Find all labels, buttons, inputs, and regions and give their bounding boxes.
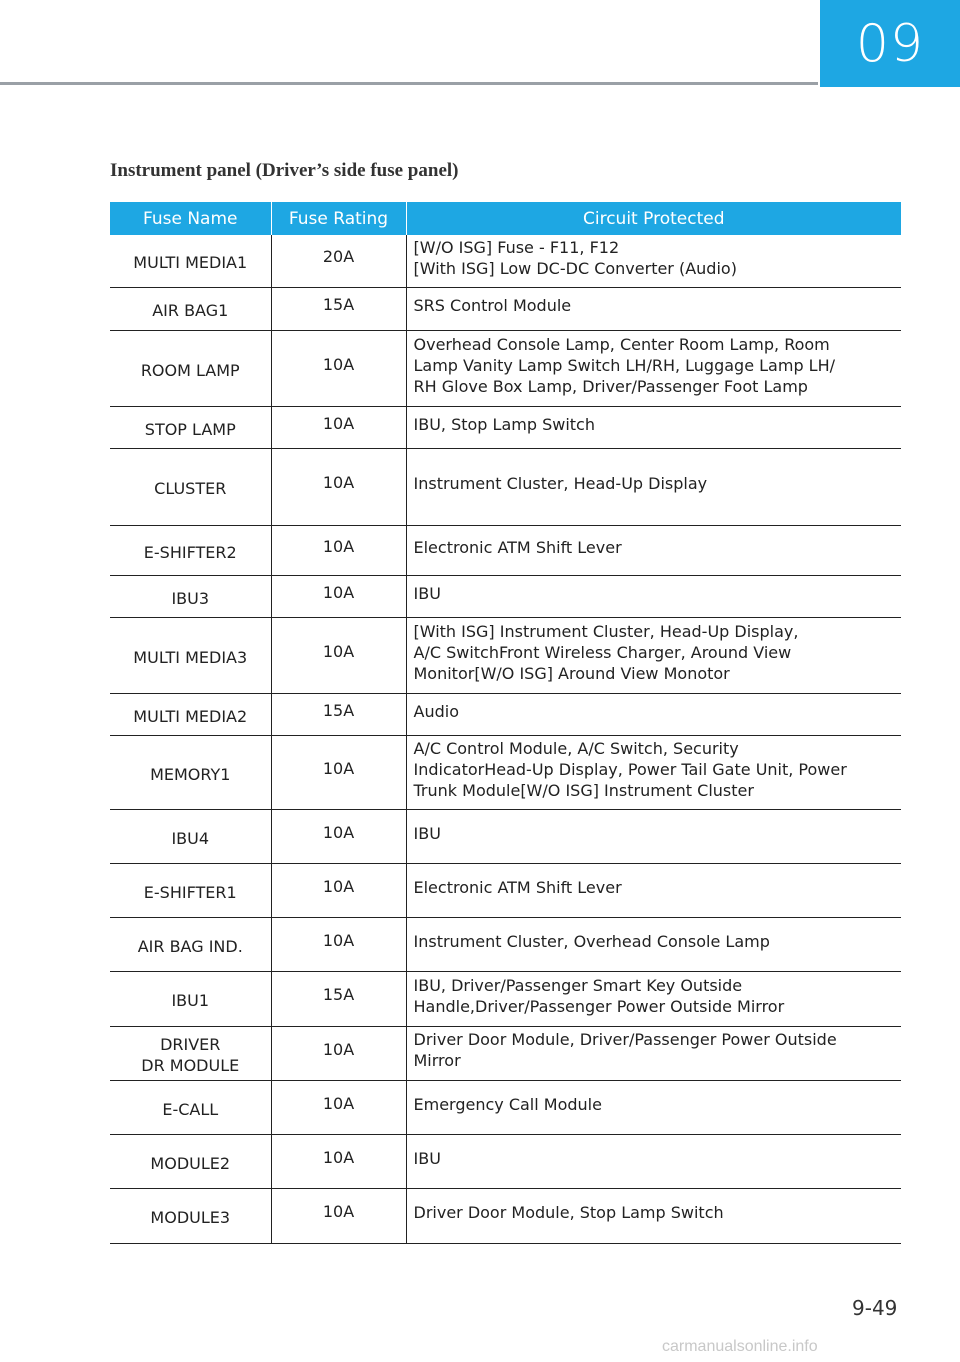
- chapter-tab: 09: [820, 0, 960, 87]
- table-row: [110, 406, 901, 448]
- fuse-name-cell: STOP LAMP: [110, 406, 271, 448]
- fuse-name-cell: MULTI MEDIA2: [110, 693, 271, 735]
- table-row: [110, 287, 901, 330]
- table-row: [110, 1188, 901, 1243]
- table-header-row: [110, 202, 901, 235]
- circuit-protected-cell: A/C Control Module, A/C Switch, Security IndicatorHead-Up Display, Power Tail Gate Unit, Power Trunk Module[W/O ISG] Instrument Cluster: [406, 735, 901, 809]
- table-row: [110, 917, 901, 971]
- fuse-rating-cell: 10A: [271, 917, 406, 971]
- circuit-protected-cell: IBU: [406, 809, 901, 863]
- table-row: [110, 1134, 901, 1188]
- fuse-name-cell: MODULE2: [110, 1134, 271, 1188]
- circuit-protected-cell: Instrument Cluster, Head-Up Display: [406, 448, 901, 525]
- table-row: [110, 448, 901, 525]
- fuse-name-cell: ROOM LAMP: [110, 330, 271, 406]
- table-row: [110, 863, 901, 917]
- fuse-name-cell: E-SHIFTER1: [110, 863, 271, 917]
- fuse-table-body: [110, 235, 901, 1243]
- circuit-protected-cell: Overhead Console Lamp, Center Room Lamp, Room Lamp Vanity Lamp Switch LH/RH, Luggage Lamp LH/ RH Glove Box Lamp, Driver/Passenger Foot Lamp: [406, 330, 901, 406]
- circuit-protected-cell: IBU: [406, 575, 901, 617]
- circuit-protected-cell: Instrument Cluster, Overhead Console Lamp: [406, 917, 901, 971]
- table-row: [110, 809, 901, 863]
- circuit-protected-cell: IBU, Driver/Passenger Smart Key Outside Handle,Driver/Passenger Power Outside Mirror: [406, 971, 901, 1026]
- fuse-rating-cell: 10A: [271, 809, 406, 863]
- fuse-rating-cell: 10A: [271, 448, 406, 525]
- fuse-rating-cell: 10A: [271, 1026, 406, 1080]
- fuse-table: [110, 202, 901, 1244]
- fuse-rating-cell: 10A: [271, 735, 406, 809]
- header-fuse-rating: Fuse Rating: [271, 202, 406, 235]
- circuit-protected-cell: Audio: [406, 693, 901, 735]
- table-row: [110, 1026, 901, 1080]
- fuse-name-cell: E-SHIFTER2: [110, 525, 271, 575]
- watermark: carmanualsonline.info: [662, 1338, 818, 1355]
- circuit-protected-cell: Driver Door Module, Driver/Passenger Power Outside Mirror: [406, 1026, 901, 1080]
- fuse-rating-cell: 15A: [271, 693, 406, 735]
- fuse-name-cell: DRIVER DR MODULE: [110, 1026, 271, 1080]
- fuse-rating-cell: 10A: [271, 575, 406, 617]
- fuse-name-cell: IBU4: [110, 809, 271, 863]
- fuse-rating-cell: 20A: [271, 235, 406, 287]
- fuse-rating-cell: 10A: [271, 330, 406, 406]
- table-row: [110, 525, 901, 575]
- circuit-protected-cell: Electronic ATM Shift Lever: [406, 525, 901, 575]
- fuse-name-cell: IBU3: [110, 575, 271, 617]
- fuse-rating-cell: 10A: [271, 863, 406, 917]
- fuse-name-cell: MODULE3: [110, 1188, 271, 1243]
- table-row: [110, 693, 901, 735]
- fuse-name-cell: IBU1: [110, 971, 271, 1026]
- table-row: [110, 971, 901, 1026]
- circuit-protected-cell: Electronic ATM Shift Lever: [406, 863, 901, 917]
- circuit-protected-cell: IBU: [406, 1134, 901, 1188]
- circuit-protected-cell: [With ISG] Instrument Cluster, Head-Up Display, A/C SwitchFront Wireless Charger, Around View Monitor[W/O ISG] Around View Monotor: [406, 617, 901, 693]
- fuse-rating-cell: 10A: [271, 1188, 406, 1243]
- fuse-name-cell: E-CALL: [110, 1080, 271, 1134]
- section-title: Instrument panel (Driver’s side fuse panel): [110, 160, 459, 181]
- fuse-rating-cell: 10A: [271, 525, 406, 575]
- table-row: [110, 1080, 901, 1134]
- header-fuse-name: Fuse Name: [110, 202, 271, 235]
- fuse-rating-cell: 10A: [271, 1134, 406, 1188]
- fuse-rating-cell: 15A: [271, 971, 406, 1026]
- table-row: [110, 330, 901, 406]
- fuse-name-cell: MULTI MEDIA1: [110, 235, 271, 287]
- circuit-protected-cell: SRS Control Module: [406, 287, 901, 330]
- fuse-name-cell: AIR BAG1: [110, 287, 271, 330]
- circuit-protected-cell: [W/O ISG] Fuse - F11, F12 [With ISG] Low DC-DC Converter (Audio): [406, 235, 901, 287]
- fuse-rating-cell: 10A: [271, 406, 406, 448]
- page-number: 9-49: [852, 1296, 898, 1320]
- table-row: [110, 235, 901, 287]
- circuit-protected-cell: IBU, Stop Lamp Switch: [406, 406, 901, 448]
- circuit-protected-cell: Driver Door Module, Stop Lamp Switch: [406, 1188, 901, 1243]
- fuse-name-cell: MEMORY1: [110, 735, 271, 809]
- header-circuit-protected: Circuit Protected: [406, 202, 901, 235]
- header-rule: [0, 82, 818, 85]
- table-row: [110, 735, 901, 809]
- fuse-name-cell: MULTI MEDIA3: [110, 617, 271, 693]
- circuit-protected-cell: Emergency Call Module: [406, 1080, 901, 1134]
- fuse-rating-cell: 10A: [271, 617, 406, 693]
- table-row: [110, 617, 901, 693]
- fuse-name-cell: AIR BAG IND.: [110, 917, 271, 971]
- fuse-rating-cell: 10A: [271, 1080, 406, 1134]
- table-row: [110, 575, 901, 617]
- fuse-rating-cell: 15A: [271, 287, 406, 330]
- fuse-name-cell: CLUSTER: [110, 448, 271, 525]
